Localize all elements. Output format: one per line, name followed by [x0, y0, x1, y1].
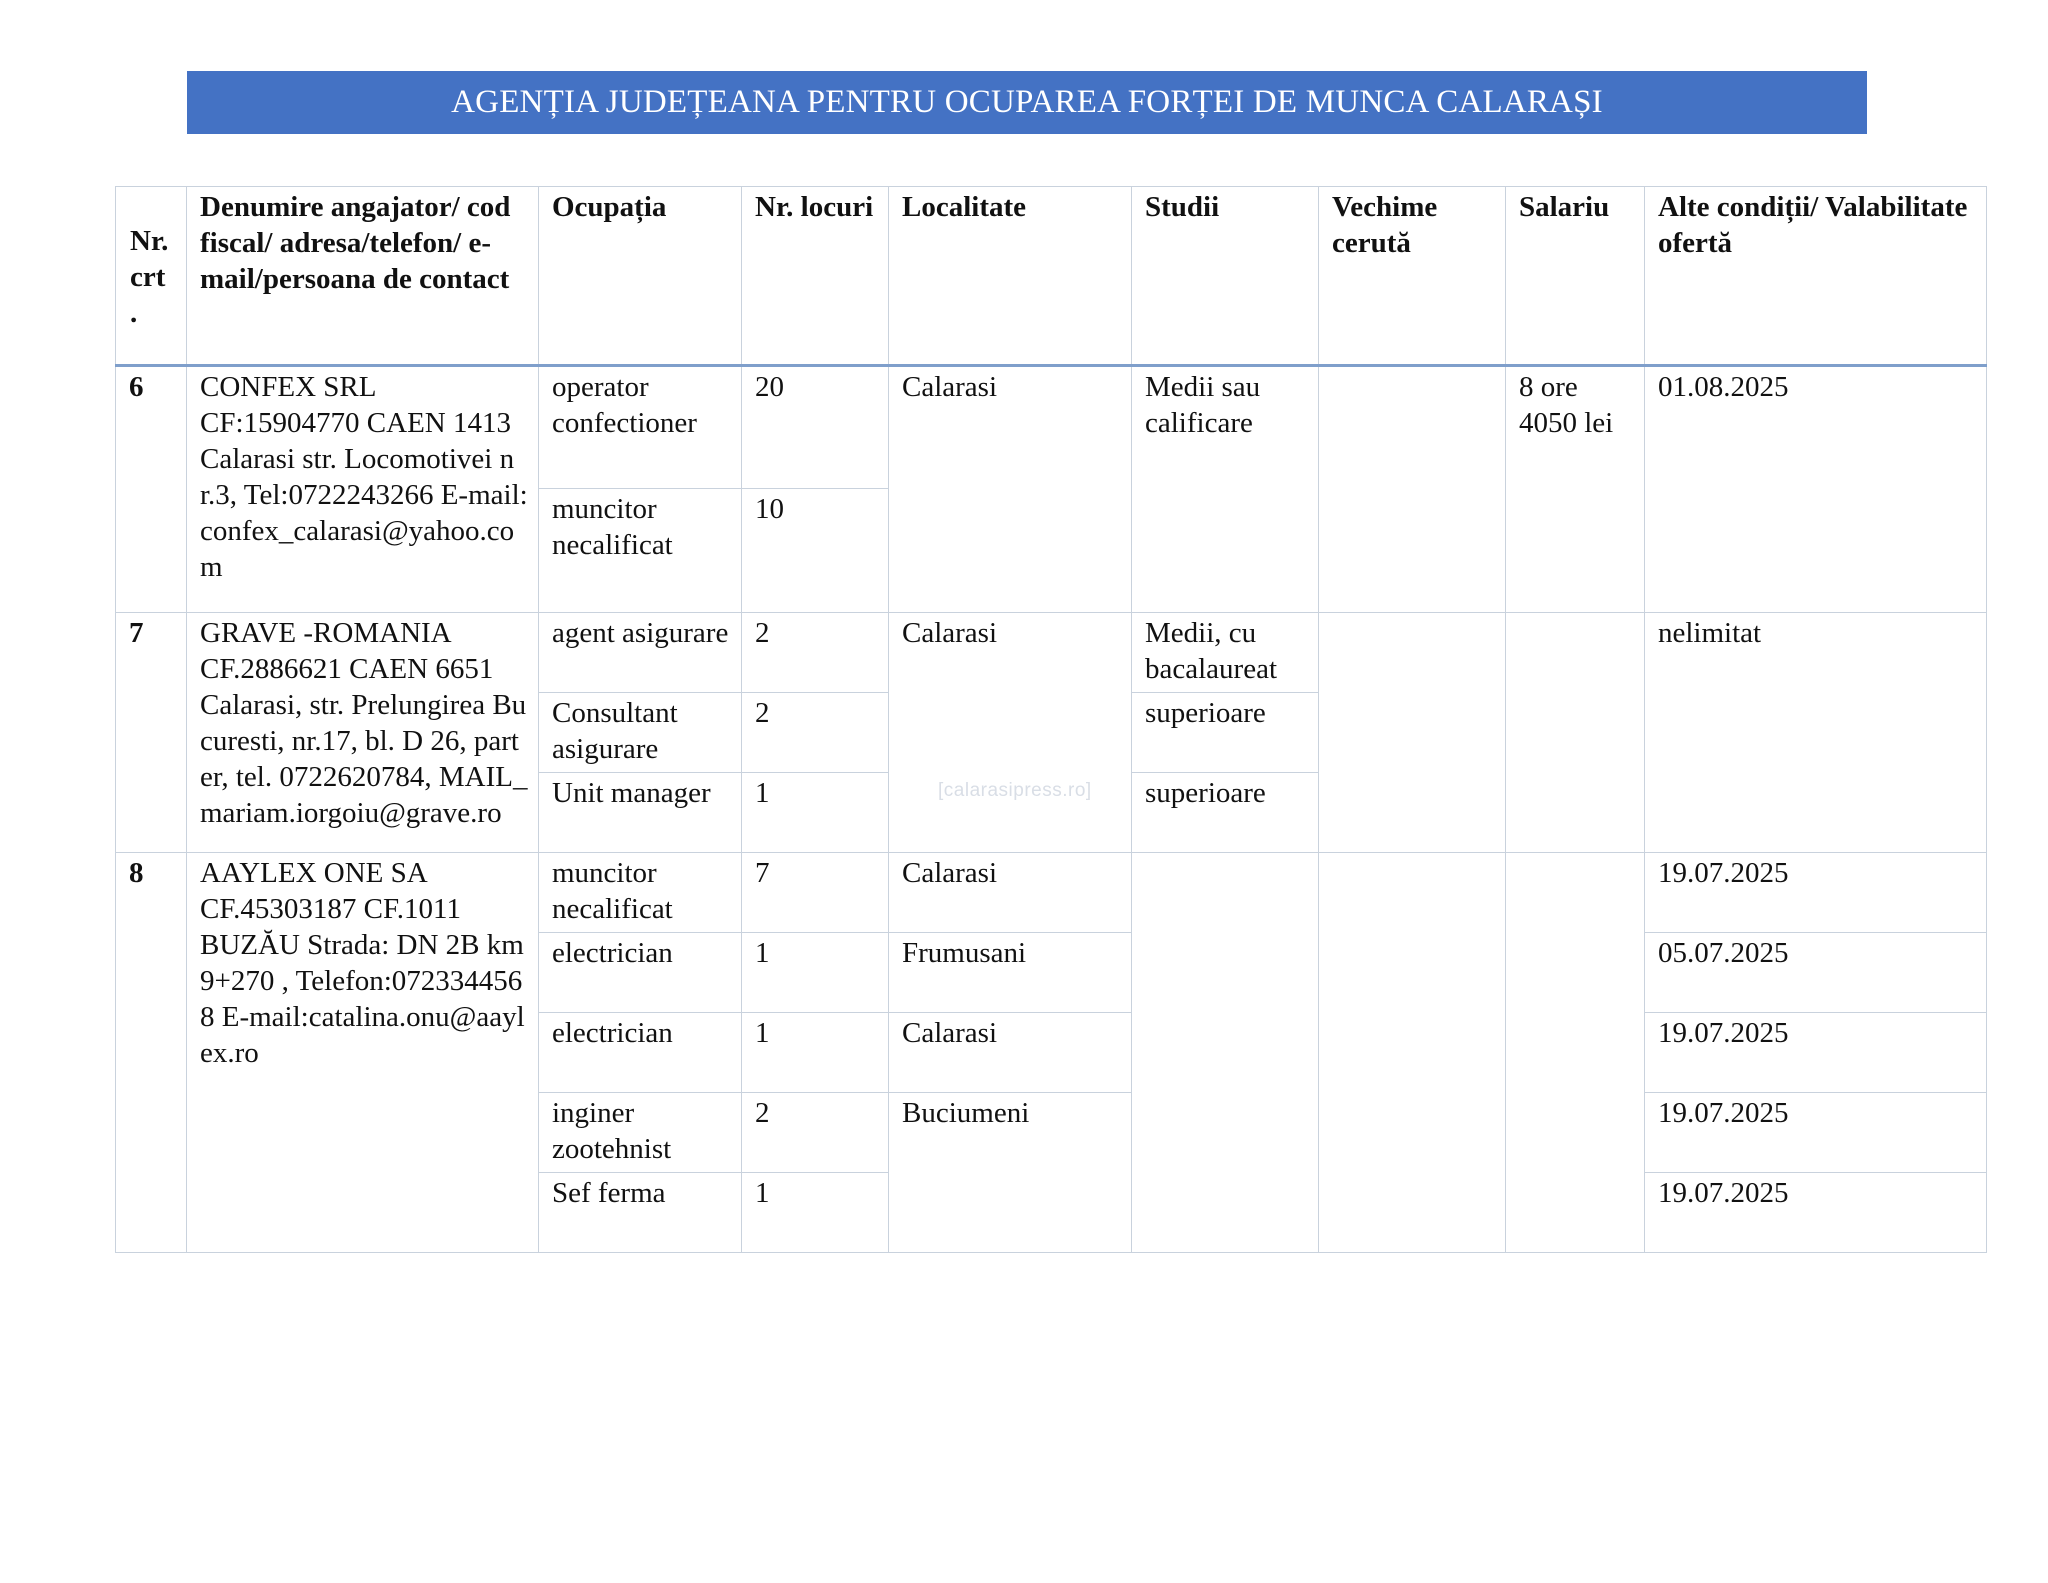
- header-locality: Localitate: [889, 187, 1132, 366]
- table-row: [116, 613, 1987, 693]
- row-number: 8: [116, 853, 187, 1253]
- employer-cell: [187, 366, 539, 613]
- table-row: [116, 853, 1987, 933]
- places-cell: 1: [742, 933, 889, 1013]
- validity-cell: 19.07.2025: [1645, 853, 1987, 933]
- validity-cell: 19.07.2025: [1645, 1173, 1987, 1253]
- employer-cell: [187, 853, 539, 1253]
- locality-cell: Frumusani: [889, 933, 1132, 1013]
- validity-cell: 19.07.2025: [1645, 1013, 1987, 1093]
- employer-name: CONFEX SRL: [200, 371, 377, 403]
- occupation-cell: muncitor necalificat: [539, 853, 742, 933]
- watermark-text: [calarasipress.ro]: [938, 780, 1092, 801]
- job-offers-table: [115, 186, 1987, 1253]
- header-occupation: Ocupația: [539, 187, 742, 366]
- places-cell: 20: [742, 366, 889, 489]
- header-salary: Salariu: [1506, 187, 1645, 366]
- header-studies: Studii: [1132, 187, 1319, 366]
- page-title: AGENȚIA JUDEȚEANA PENTRU OCUPAREA FORȚEI DE MUNCA CALARAȘI: [451, 84, 1603, 120]
- validity-cell: 19.07.2025: [1645, 1093, 1987, 1173]
- salary-cell: 8 ore 4050 lei: [1506, 366, 1645, 613]
- locality-cell: Calarasi: [889, 366, 1132, 613]
- places-cell: 10: [742, 489, 889, 613]
- header-nr: Nr. crt .: [116, 187, 187, 366]
- employer-contact: BUZĂU Strada: DN 2B km 9+270 , Telefon:0723344568 E-mail:catalina.onu@aaylex.ro: [200, 929, 525, 1069]
- header-places: Nr. locuri: [742, 187, 889, 366]
- studies-cell: superioare: [1132, 773, 1319, 853]
- places-cell: 2: [742, 693, 889, 773]
- header-seniority: Vechime cerută: [1319, 187, 1506, 366]
- locality-cell: Calarasi: [889, 853, 1132, 933]
- page-title-banner: [187, 71, 1867, 134]
- seniority-cell: [1319, 853, 1506, 1253]
- employer-name: GRAVE -ROMANIA: [200, 617, 452, 649]
- seniority-cell: [1319, 613, 1506, 853]
- employer-fiscal: CF.45303187 CF.1011: [200, 893, 461, 925]
- employer-contact: Calarasi, str. Prelungirea Bucuresti, nr.17, bl. D 26, parter, tel. 0722620784, MAIL_mariam.iorgoiu@grave.ro: [200, 689, 528, 829]
- employer-fiscal: CF:15904770 CAEN 1413: [200, 407, 511, 439]
- header-employer: Denumire angajator/ cod fiscal/ adresa/telefon/ e-mail/persoana de contact: [187, 187, 539, 366]
- places-cell: 1: [742, 773, 889, 853]
- places-cell: 7: [742, 853, 889, 933]
- seniority-cell: [1319, 366, 1506, 613]
- row-number: 6: [116, 366, 187, 613]
- employer-cell: [187, 613, 539, 853]
- studies-cell: [1132, 853, 1319, 1253]
- employer-contact: Calarasi str. Locomotivei nr.3, Tel:0722243266 E-mail:confex_calarasi@yahoo.com: [200, 443, 528, 583]
- occupation-cell: muncitor necalificat: [539, 489, 742, 613]
- table-header-row: [116, 187, 1987, 366]
- locality-cell: Calarasi: [889, 613, 1132, 853]
- places-cell: 2: [742, 613, 889, 693]
- salary-cell: [1506, 613, 1645, 853]
- occupation-cell: Sef ferma: [539, 1173, 742, 1253]
- occupation-cell: inginer zootehnist: [539, 1093, 742, 1173]
- studies-cell: Medii, cu bacalaureat: [1132, 613, 1319, 693]
- studies-cell: superioare: [1132, 693, 1319, 773]
- studies-cell: Medii sau calificare: [1132, 366, 1319, 613]
- occupation-cell: operator confectioner: [539, 366, 742, 489]
- occupation-cell: Consultant asigurare: [539, 693, 742, 773]
- places-cell: 2: [742, 1093, 889, 1173]
- salary-cell: [1506, 853, 1645, 1253]
- occupation-cell: electrician: [539, 1013, 742, 1093]
- employer-name: AAYLEX ONE SA: [200, 857, 428, 889]
- places-cell: 1: [742, 1173, 889, 1253]
- places-cell: 1: [742, 1013, 889, 1093]
- locality-cell: Calarasi: [889, 1013, 1132, 1093]
- table-row: [116, 366, 1987, 489]
- locality-cell: Buciumeni: [889, 1093, 1132, 1253]
- occupation-cell: electrician: [539, 933, 742, 1013]
- header-other: Alte condiții/ Valabilitate ofertă: [1645, 187, 1987, 366]
- row-number: 7: [116, 613, 187, 853]
- validity-cell: 05.07.2025: [1645, 933, 1987, 1013]
- validity-cell: 01.08.2025: [1645, 366, 1987, 613]
- employer-fiscal: CF.2886621 CAEN 6651: [200, 653, 494, 685]
- validity-cell: nelimitat: [1645, 613, 1987, 853]
- occupation-cell: agent asigurare: [539, 613, 742, 693]
- occupation-cell: Unit manager: [539, 773, 742, 853]
